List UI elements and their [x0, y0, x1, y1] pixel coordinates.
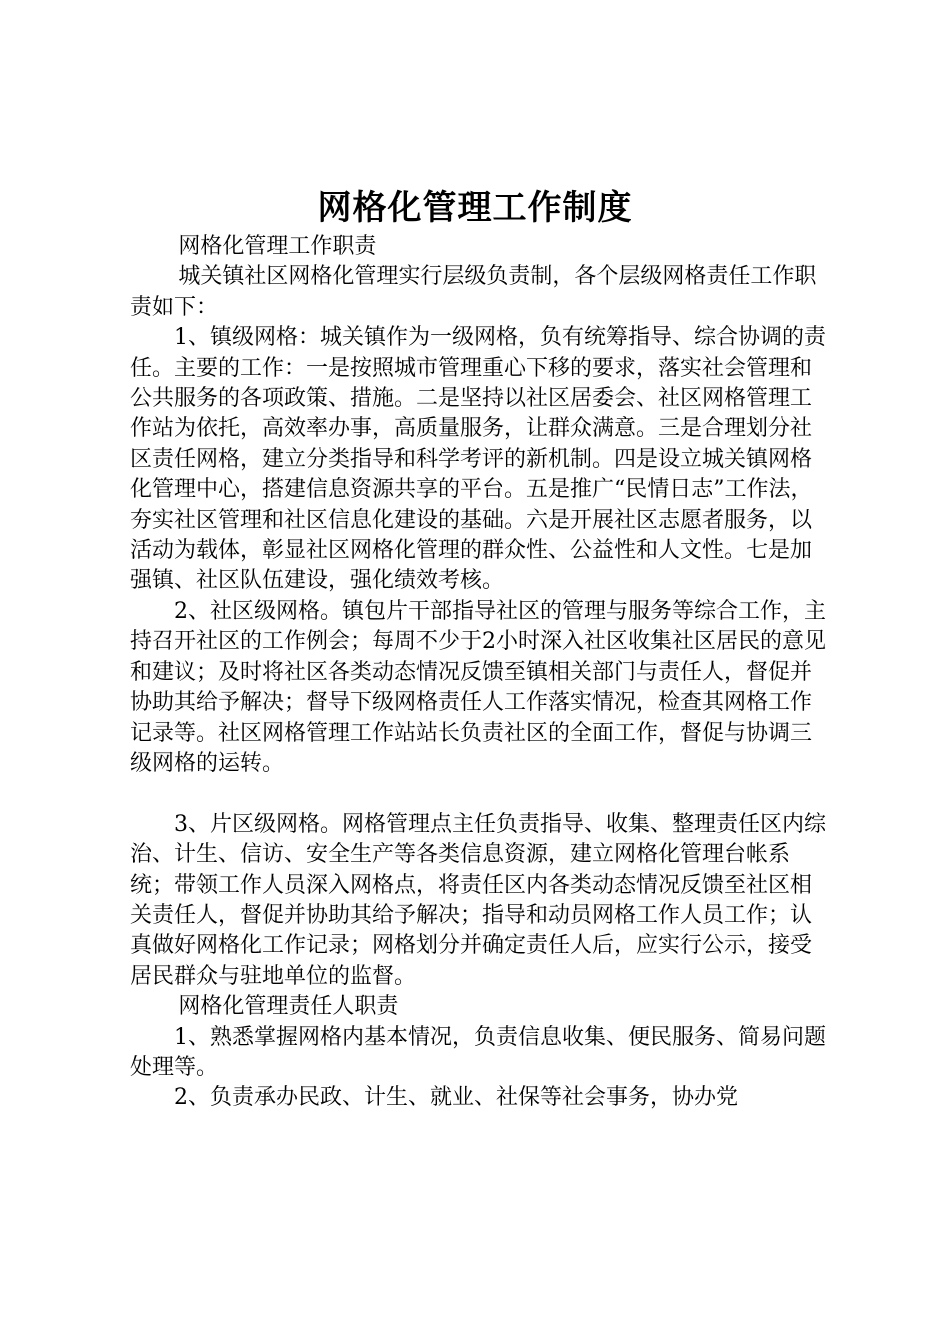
intro-paragraph: 城关镇社区网格化管理实行层级负责制，各个层级网格责任工作职责如下： [130, 264, 817, 320]
duty-item-1: 1、熟悉掌握网格内基本情况，负责信息收集、便民服务、简易问题处理等。 [130, 1024, 826, 1080]
section-heading-responsible-person-duties: 网格化管理责任人职责 [178, 994, 399, 1020]
document-body [130, 232, 830, 1114]
section-heading-work-duties: 网格化管理工作职责 [178, 234, 377, 259]
item-district-level-grid: 3、片区级网格。网格管理点主任负责指导、收集、整理责任区内综治、计生、信访、安全生产等各类信息资源，建立网格化管理台帐系统；带领工作人员深入网格点，将责任区内各类动态情况反馈至社区相关责任人，督促并协助其给予解决；指导和动员网格工作人员工作；认真做好网格化工作记录；网格划分并确定责任人后，应实行公示，接受居民群众与驻地单位的监督。 [130, 811, 826, 989]
duty-item-2: 2、负责承办民政、计生、就业、社保等社会事务，协办党 [174, 1085, 738, 1111]
document-title: 网格化管理工作制度 [317, 188, 633, 228]
item-town-level-grid: 1、镇级网格：城关镇作为一级网格，负有统筹指导、综合协调的责任。主要的工作：一是按照城市管理重心下移的要求，落实社会管理和公共服务的各项政策、措施。二是坚持以社区居委会、社区网格管理工作站为依托，高效率办事，高质量服务，让群众满意。三是合理划分社区责任网格，建立分类指导和科学考评的新机制。四是设立城关镇网格化管理中心，搭建信息资源共享的平台。五是推广“民情日志”工作法，夯实社区管理和社区信息化建设的基础。六是开展社区志愿者服务，以活动为载体，彰显社区网格化管理的群众性、公益性和人文性。七是加强镇、社区队伍建设，强化绩效考核。 [130, 325, 826, 594]
item-community-level-grid: 2、社区级网格。镇包片干部指导社区的管理与服务等综合工作，主持召开社区的工作例会；每周不少于2小时深入社区收集社区居民的意见和建议；及时将社区各类动态情况反馈至镇相关部门与责任人，督促并协助其给予解决；督导下级网格责任人工作落实情况，检查其网格工作记录等。社区网格管理工作站站长负责社区的全面工作，督促与协调三级网格的运转。 [130, 598, 826, 776]
blank-line [130, 779, 830, 809]
